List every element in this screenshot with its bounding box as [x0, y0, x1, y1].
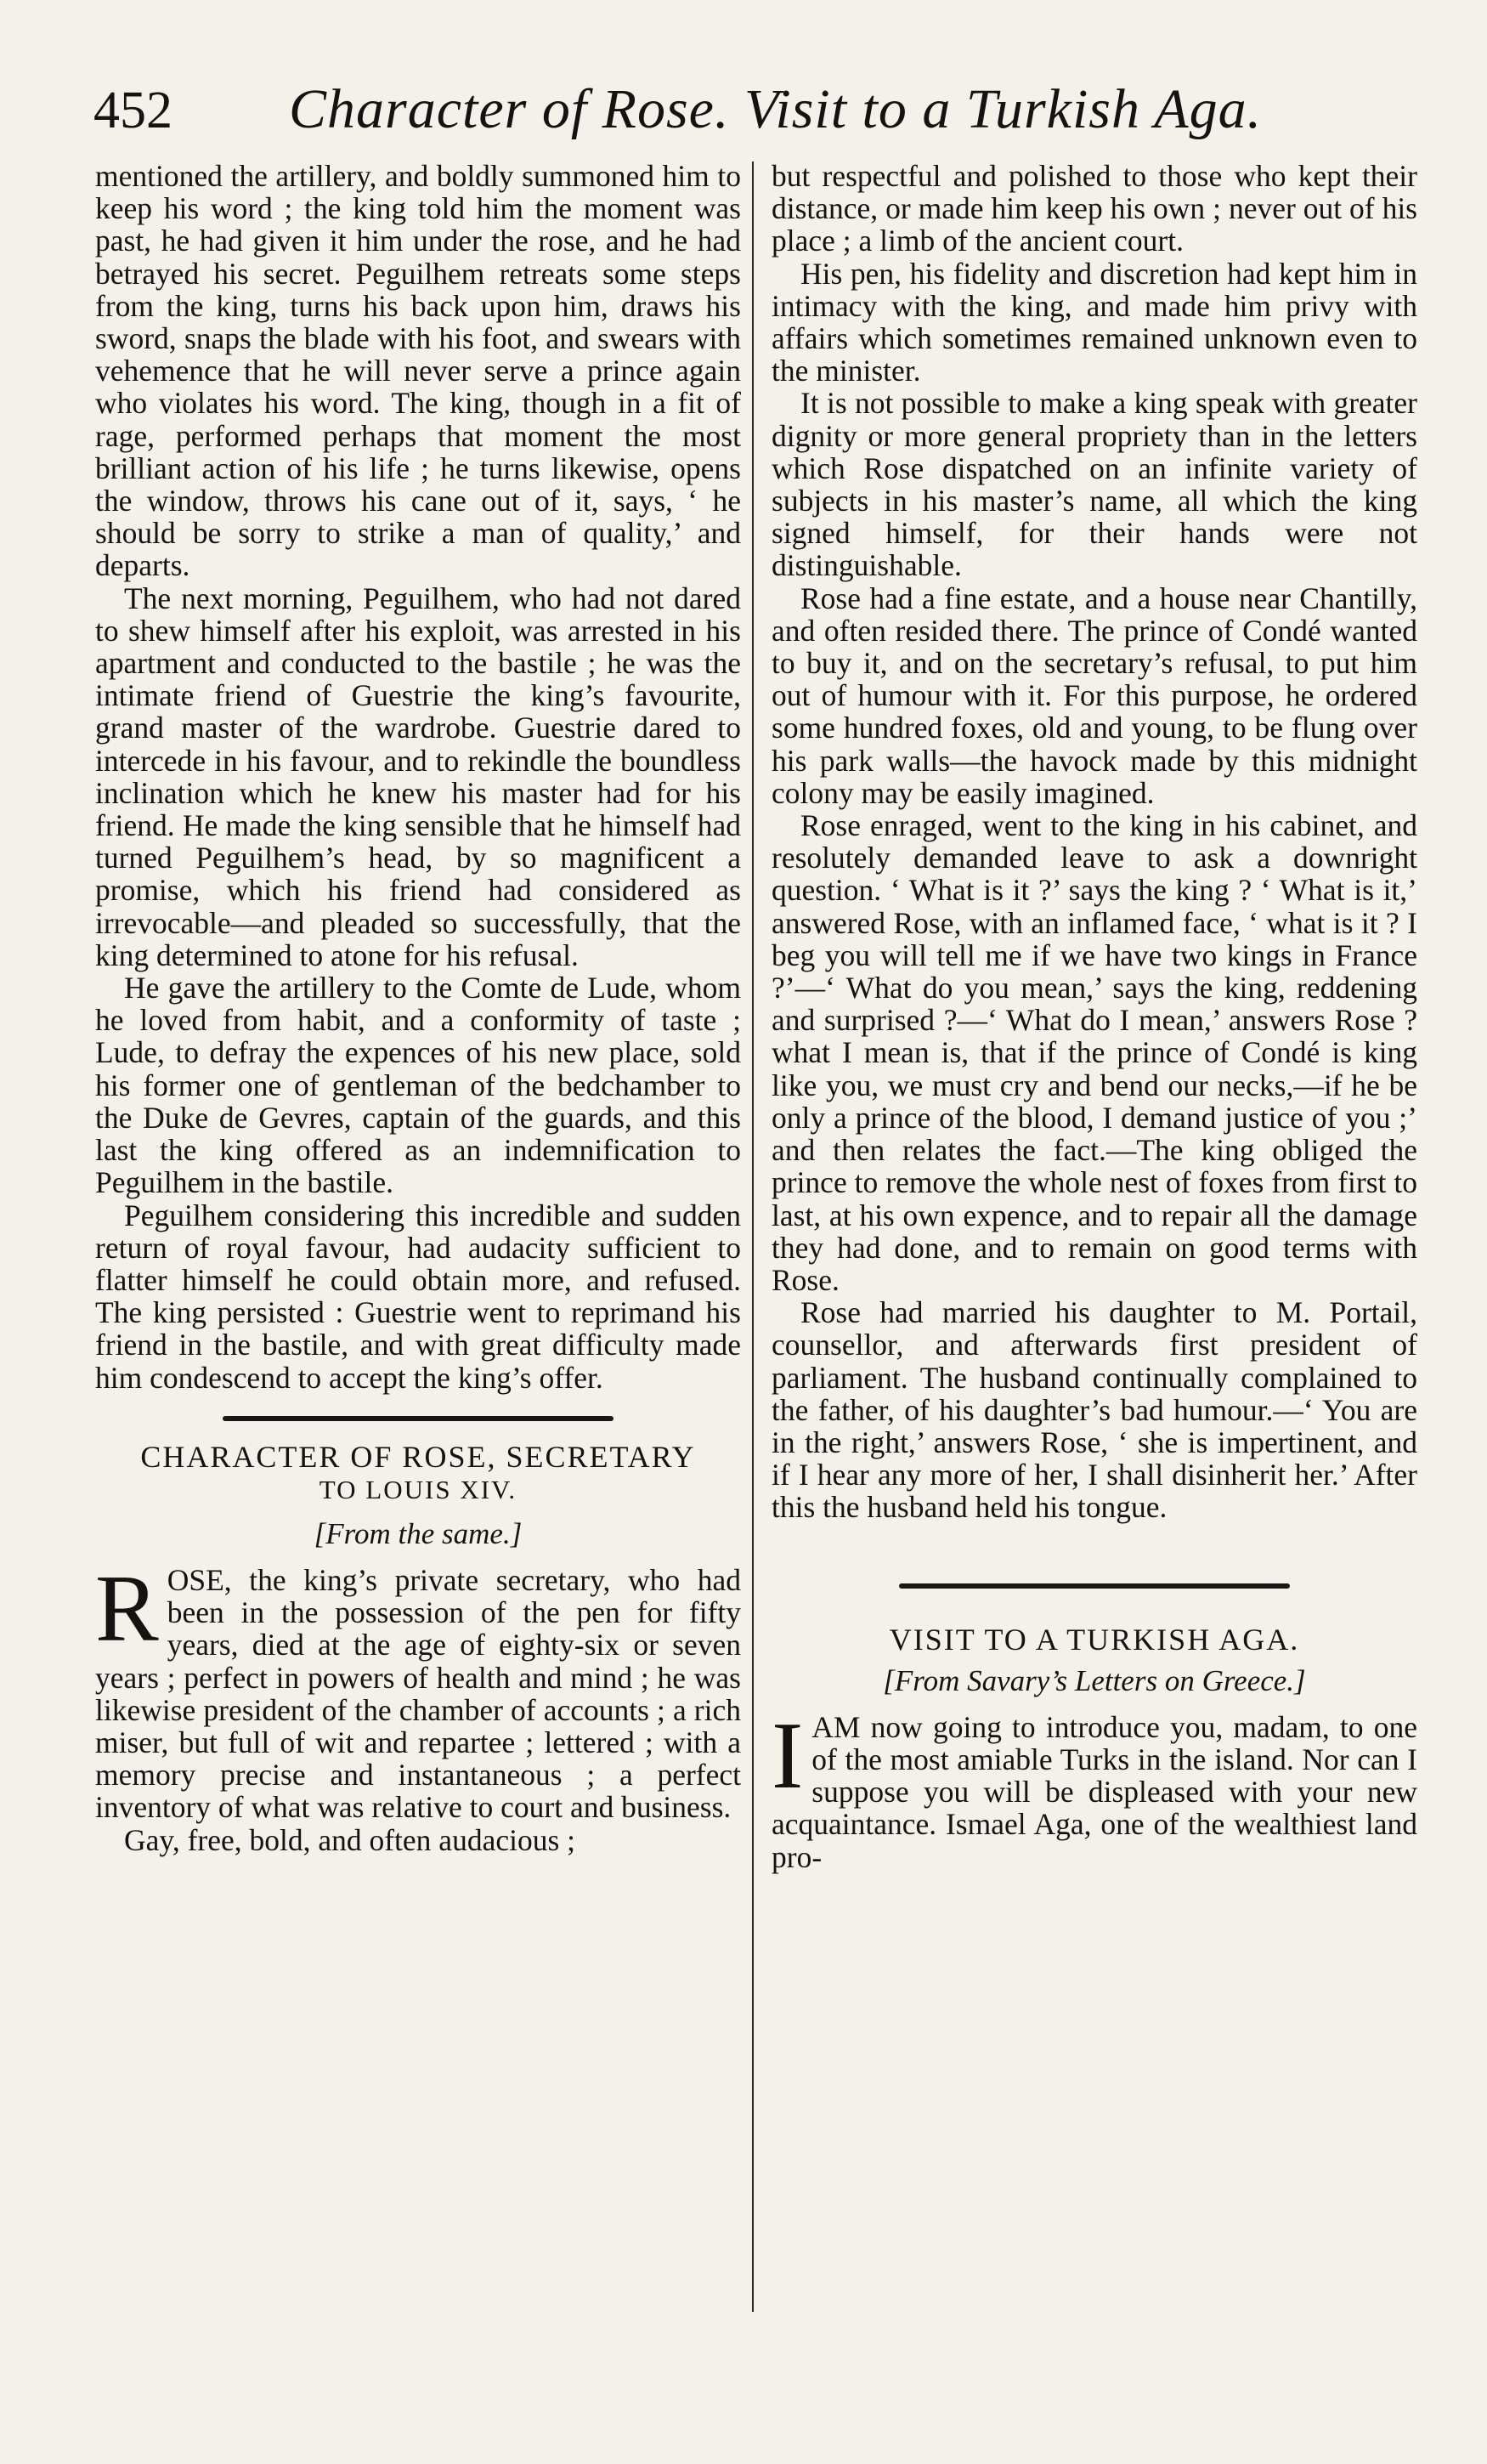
drop-cap: R	[95, 1555, 159, 1662]
left-column	[95, 160, 741, 1856]
paragraph-text: AM now going to introduce you, madam, to one of the most amiable Turks in the island. Nor can I suppose you will be displeased with your new acquaintance. Ismael Aga, one of the wealthiest land pro-	[772, 1709, 1417, 1874]
running-head: Character of Rose. Visit to a Turkish Aga.	[289, 78, 1263, 140]
paragraph: Rose enraged, went to the king in his cabinet, and resolutely demanded leave to ask a downright question. ‘ What is it ?’ says the king ? ‘ What is it,’ answered Rose, with an inflamed face, ‘ what is it ? I beg you will tell me if we have two kings in France ?’—‘ What do you mean,’ says the king, reddening and surprised ?—‘ What do I mean,’ answers Rose ? what I mean is, that if the prince of Condé is king like you, we must cry and bend our necks,—if he be only a prince of the blood, I demand justice of you ;’ and then relates the fact.—The king obliged the prince to remove the whole nest of foxes from first to last, at his own expence, and to repair all the damage they had done, and to remain on good terms with Rose.	[772, 808, 1417, 1297]
aga-first-paragraph	[772, 1702, 1417, 1874]
paragraph: Rose had a fine estate, and a house near Chantilly, and often resided there. The prince of Condé wanted to buy it, and on the secretary’s refusal, to put him out of humour with it. For this purpose, he ordered some hundred foxes, old and young, to be flung over his park walls—the havock made by this midnight colony may be easily imagined.	[772, 581, 1417, 810]
right-column	[772, 160, 1417, 1873]
section-divider	[899, 1583, 1290, 1589]
paragraph: Peguilhem considering this incredible and sudden return of royal favour, had audacity sufficient to flatter himself he could obtain more, and refused. The king persisted : Guestrie went to reprimand his friend in the bastile, and with great difficulty made him condescend to accept the king’s offer.	[95, 1198, 741, 1395]
source-line-rose: [From the same.]	[314, 1516, 523, 1550]
paragraph: Gay, free, bold, and often audacious ;	[124, 1822, 575, 1857]
paragraph: He gave the artillery to the Comte de Lude, whom he loved from habit, and a conformity of taste ; Lude, to defray the expences of his new place, sold his former one of gentleman of the bedchamber to the Duke de Gevres, captain of the guards, and this last the king offered as an indemnification to Peguilhem in the bastile.	[95, 971, 741, 1200]
paragraph: but respectful and polished to those who kept their distance, or made him keep his own ; never out of his place ; a limb of the ancient court.	[772, 159, 1417, 258]
paragraph: It is not possible to make a king speak with greater dignity or more general propriety than in the letters which Rose dispatched on an infinite variety of subjects in his master’s name, all which the king signed himself, for their hands were not distinguishable.	[772, 386, 1417, 583]
paragraph: mentioned the artillery, and boldly summoned him to keep his word ; the king told him the moment was past, he had given it him under the rose, and he had betrayed his secret. Peguilhem retreats some steps from the king, turns his back upon him, draws his sword, snaps the blade with his foot, and swears with vehemence that he will never serve a prince again who violates his word. The king, though in a fit of rage, performed perhaps that moment the most brilliant action of his life ; he turns likewise, opens the window, throws his cane out of it, says, ‘ he should be sorry to strike a man of quality,’ and departs.	[95, 159, 741, 583]
rose-first-paragraph	[95, 1555, 741, 1825]
paragraph-text: OSE, the king’s private secretary, who had been in the possession of the pen for fifty years, died at the age of eighty-six or seven years ; perfect in powers of health and mind ; he was likewise president of the chamber of accounts ; a rich miser, but full of wit and repartee ; lettered ; with a memory precise and instantaneous ; a perfect inventory of what was relative to court and business.	[95, 1562, 741, 1825]
paragraph: The next morning, Peguilhem, who had not dared to shew himself after his exploit, was arrested in his apartment and conducted to the bastile ; he was the intimate friend of Guestrie the king’s favourite, grand master of the wardrobe. Guestrie dared to intercede in his favour, and to rekindle the boundless inclination which he knew his master had for his friend. He made the king sensible that he himself had turned Peguilhem’s head, by so magnificent a promise, which his friend had considered as irrevocable—and pleaded so successfully, that the king determined to atone for his refusal.	[95, 581, 741, 972]
paragraph: His pen, his fidelity and discretion had kept him in intimacy with the king, and made him privy with affairs which sometimes remained unknown even to the minister.	[772, 256, 1417, 388]
section-divider	[223, 1416, 613, 1421]
column-divider	[752, 161, 754, 2312]
source-line-aga: [From Savary’s Letters on Greece.]	[883, 1663, 1306, 1697]
drop-cap: I	[772, 1702, 804, 1809]
page-number: 452	[93, 82, 172, 139]
paragraph: Rose had married his daughter to M. Portail, counsellor, and afterwards first president of parliament. The husband continually complained to the father, of his daughter’s bad humour.—‘ You are in the right,’ answers Rose, ‘ she is impertinent, and if I hear any more of her, I shall disinherit her.’ After this the husband held his tongue.	[772, 1295, 1417, 1525]
section-title-aga: VISIT TO A TURKISH AGA.	[889, 1622, 1300, 1657]
section-subtitle-rose: TO LOUIS XIV.	[319, 1474, 517, 1504]
section-title-rose: CHARACTER OF ROSE, SECRETARY	[140, 1439, 696, 1474]
page-header	[85, 72, 1411, 149]
